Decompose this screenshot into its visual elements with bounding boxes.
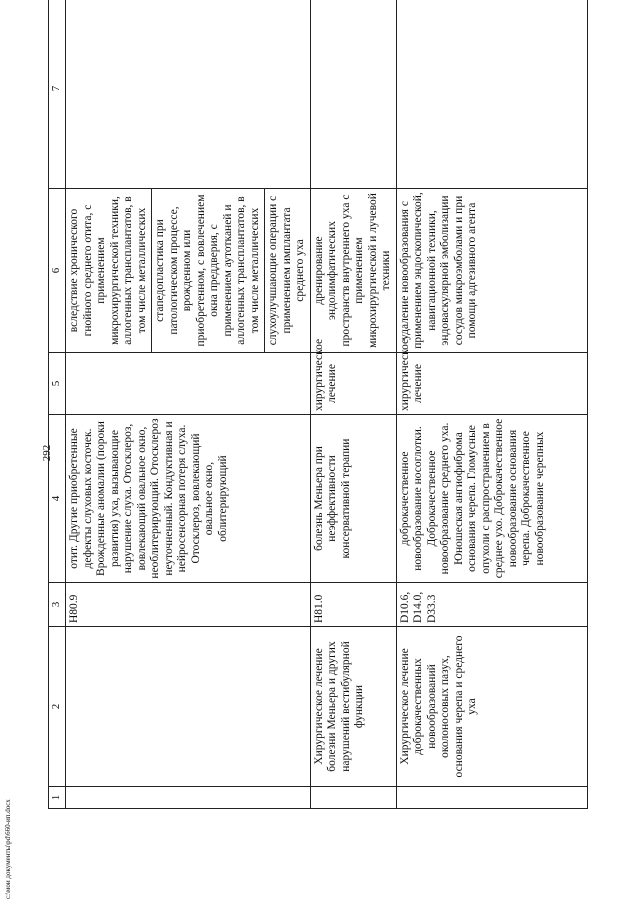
- page-number: 292: [41, 444, 53, 462]
- cell-method: удаление новообразования с применением эндоскопической, навигационной техники, эндоваскулярной эмболизации сосудов микроэмболами и при помощи адгезивного агента: [396, 189, 587, 353]
- cell-treatment-type: [66, 353, 311, 415]
- cell-index: [310, 787, 396, 809]
- cell-index: [396, 787, 587, 809]
- medical-procedures-table: [48, 0, 588, 809]
- header-cell-2: 2: [49, 627, 66, 787]
- cell-treatment-name: Хирургическое лечение доброкачественных новообразований околоносовых пазух, основания черепа и среднего уха: [396, 627, 587, 787]
- cell-extra: [310, 0, 396, 189]
- header-cell-5: 5: [49, 353, 66, 415]
- cell-extra: [396, 0, 587, 189]
- cell-diagnosis: доброкачественное новообразование носоглотки. Доброкачественное новообразование среднего уха. Юношеская ангиофиброма основания черепа. Гломусные опухоли с распространением в среднее ухо. Доброкачественное новообразование основания черепа. Доброкачественное новообразование черепных: [396, 415, 587, 583]
- table-row: [396, 0, 587, 809]
- cell-treatment-type: хирургическое лечение: [310, 353, 396, 415]
- cell-treatment-name: Хирургическое лечение болезни Меньера и других нарушений вестибулярной функции: [310, 627, 396, 787]
- cell-treatment-name: [66, 627, 311, 787]
- file-path: c:\мои документы\pd\660-ип.docx: [4, 799, 12, 899]
- method-part: слухоулучшающие операции с применением имплантата среднего уха: [264, 189, 308, 352]
- header-row: [49, 0, 66, 809]
- header-cell-7: 7: [49, 0, 66, 189]
- table-row: [310, 0, 396, 809]
- table-row: [66, 0, 311, 809]
- cell-icd-code: D10.6, D14.0, D33.3: [396, 583, 587, 627]
- header-cell-1: 1: [49, 787, 66, 809]
- cell-index: [66, 787, 311, 809]
- cell-diagnosis: болезнь Меньера при неэффективности консервативной терапии: [310, 415, 396, 583]
- method-part: вследствие хронического гнойного среднего отита, с применением микрохирургической техники, аллогенных трансплантатов, в том числе металлических: [68, 196, 148, 345]
- cell-icd-code: H81.0: [310, 583, 396, 627]
- cell-method: [66, 189, 311, 353]
- method-part: стапедопластика при патологическом процессе, врожденном или приобретенном, с вовлечением окна преддверия, с применением аутотканей и аллогенных трансплантатов, в том числе металлических: [151, 189, 262, 352]
- rotated-page: [48, 0, 556, 809]
- header-cell-6: 6: [49, 189, 66, 353]
- cell-diagnosis: отит. Другие приобретенные дефекты слуховых косточек. Врожденные аномалии (пороки развития) уха, вызывающие нарушение слуха. Отосклероз, вовлекающий овальное окно, необлитерирующий. Отосклероз неуточненный. Кондуктивная и нейросенсорная потеря слуха. Отосклероз, вовлекающий овальное окно, облитерирующий: [66, 415, 311, 583]
- header-cell-4: 4: [49, 415, 66, 583]
- cell-icd-code: H80.9: [66, 583, 311, 627]
- header-cell-3: 3: [49, 583, 66, 627]
- cell-extra: [66, 0, 311, 189]
- cell-treatment-type: хирургическое лечение: [396, 353, 587, 415]
- cell-method: дренирование эндолимфатических пространств внутреннего уха с применением микрохирургической и лучевой техники: [310, 189, 396, 353]
